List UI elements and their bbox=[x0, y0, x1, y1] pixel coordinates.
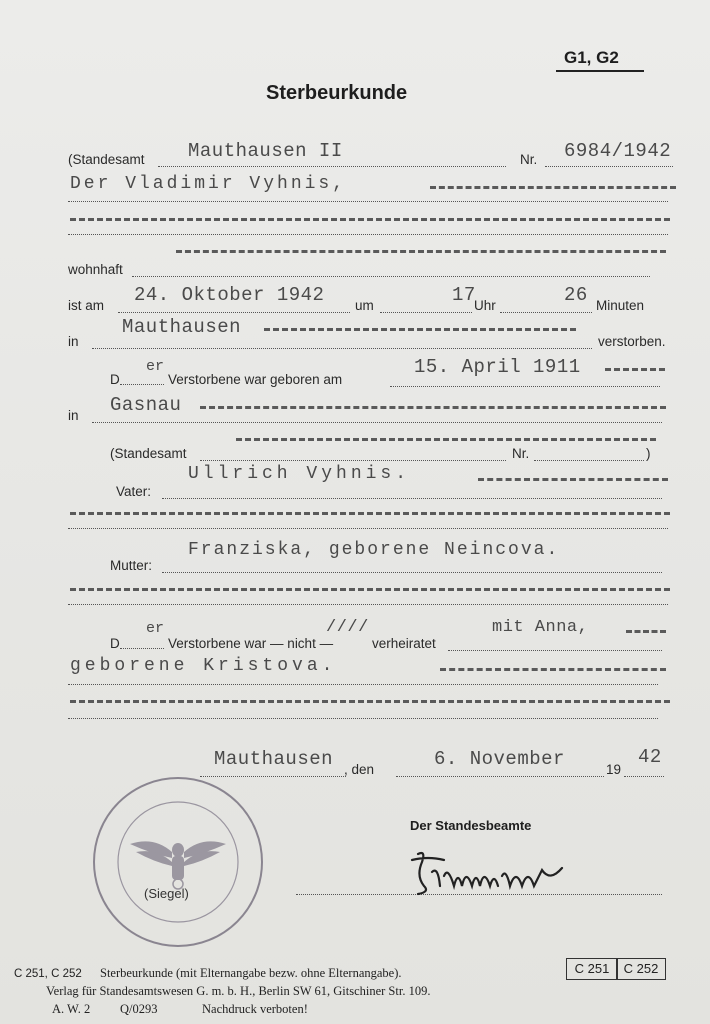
eagle-icon bbox=[130, 841, 226, 889]
publisher: Verlag für Standesamtswesen G. m. b. H., Berlin SW 61, Gitschiner Str. 109. bbox=[46, 984, 431, 998]
label-um: um bbox=[355, 298, 374, 313]
label-wohnhaft: wohnhaft bbox=[68, 262, 123, 277]
label-nr: Nr. bbox=[520, 152, 538, 167]
label-minuten: Minuten bbox=[596, 298, 645, 313]
line-death-place bbox=[92, 348, 592, 349]
filler-dashes bbox=[70, 588, 670, 591]
line-name-2 bbox=[68, 234, 668, 235]
form-code: G1, G2 bbox=[564, 48, 619, 67]
line-d-marital bbox=[120, 648, 164, 649]
death-hour: 17 bbox=[452, 284, 476, 306]
line-wohnhaft bbox=[132, 276, 650, 277]
filler-dashes bbox=[626, 630, 666, 633]
form-codes: C 251, C 252 bbox=[14, 968, 82, 980]
registrar-label: Der Standesbeamte bbox=[410, 818, 532, 833]
label-uhr: Uhr bbox=[474, 298, 496, 313]
official-seal bbox=[90, 774, 266, 950]
standesamt-value: Mauthausen II bbox=[188, 140, 343, 162]
label-19: 19 bbox=[606, 762, 622, 777]
line-d-birth bbox=[120, 384, 164, 385]
label-den: , den bbox=[344, 762, 375, 777]
line-hour bbox=[380, 312, 472, 313]
filler-dashes bbox=[70, 700, 670, 703]
line-birth-nr bbox=[534, 460, 644, 461]
death-minutes: 26 bbox=[564, 284, 588, 306]
form-code-underline bbox=[556, 70, 644, 72]
label-verheiratet-a: Verstorbene war — nicht — bbox=[168, 636, 334, 651]
q-code: Q/0293 bbox=[120, 1002, 158, 1016]
aw-code: A. W. 2 bbox=[52, 1002, 91, 1016]
label-vater: Vater: bbox=[116, 484, 152, 499]
label-birth-nr: Nr. bbox=[512, 446, 530, 461]
line-year bbox=[624, 776, 664, 777]
label-birth-standesamt: (Standesamt bbox=[110, 446, 187, 461]
spouse-b: geborene Kristova. bbox=[70, 656, 337, 676]
filler-dashes bbox=[200, 406, 666, 409]
mother-name: Franziska, geborene Neincova. bbox=[188, 540, 560, 560]
father-name: Ullrich Vyhnis. bbox=[188, 464, 411, 484]
line-minutes bbox=[500, 312, 592, 313]
line-marital bbox=[448, 650, 662, 651]
issue-year: 42 bbox=[638, 746, 662, 768]
line-standesamt bbox=[158, 166, 506, 167]
death-place: Mauthausen bbox=[122, 316, 242, 338]
line-vater-2 bbox=[68, 528, 668, 529]
gender-insert-birth: er bbox=[146, 358, 165, 375]
line-issue-date bbox=[396, 776, 604, 777]
label-mutter: Mutter: bbox=[110, 558, 153, 573]
filler-dashes bbox=[440, 668, 666, 671]
issue-place: Mauthausen bbox=[214, 748, 334, 770]
line-birth-date bbox=[390, 386, 660, 387]
label-ist-am: ist am bbox=[68, 298, 105, 313]
deceased-name: Der Vladimir Vyhnis, bbox=[70, 174, 347, 194]
gender-insert-marital: er bbox=[146, 620, 165, 637]
line-marital-3 bbox=[68, 718, 658, 719]
nr-value: 6984/1942 bbox=[564, 140, 672, 162]
close-paren: ) bbox=[646, 446, 651, 461]
line-mutter-2 bbox=[68, 604, 668, 605]
seal-label: (Siegel) bbox=[144, 886, 189, 901]
label-birth-in: in bbox=[68, 408, 79, 423]
filler-dashes bbox=[430, 186, 676, 189]
box-c251: C 251 bbox=[566, 958, 618, 980]
label-d-birth: D bbox=[110, 372, 120, 387]
line-marital-2 bbox=[68, 684, 658, 685]
box-c252: C 252 bbox=[616, 958, 666, 980]
line-death-date bbox=[118, 312, 350, 313]
filler-dashes bbox=[176, 250, 666, 253]
label-in: in bbox=[68, 334, 79, 349]
spouse-a: mit Anna, bbox=[492, 618, 589, 637]
strike-nicht: //// bbox=[326, 618, 369, 637]
birth-date: 15. April 1911 bbox=[414, 356, 581, 378]
filler-dashes bbox=[70, 512, 670, 515]
label-d-marital: D bbox=[110, 636, 120, 651]
label-geboren-am: Verstorbene war geboren am bbox=[168, 372, 343, 387]
line-name-1 bbox=[68, 201, 668, 202]
line-birth-standesamt bbox=[200, 460, 506, 461]
birth-place: Gasnau bbox=[110, 394, 182, 416]
filler-dashes bbox=[70, 218, 670, 221]
filler-dashes bbox=[478, 478, 668, 481]
filler-dashes bbox=[605, 368, 665, 371]
issue-date: 6. November bbox=[434, 748, 565, 770]
line-nr bbox=[545, 166, 673, 167]
form-description: Sterbeurkunde (mit Elternangabe bezw. ohne Elternangabe). bbox=[100, 966, 402, 980]
label-verstorben: verstorben. bbox=[598, 334, 666, 349]
death-date: 24. Oktober 1942 bbox=[134, 284, 325, 306]
registrar-signature bbox=[404, 846, 574, 898]
line-vater bbox=[162, 498, 662, 499]
filler-dashes bbox=[236, 438, 656, 441]
signature-graphic bbox=[404, 846, 574, 898]
reprint-notice: Nachdruck verboten! bbox=[202, 1002, 308, 1016]
line-birth-place bbox=[92, 422, 662, 423]
seal-graphic bbox=[90, 774, 266, 950]
filler-dashes bbox=[264, 328, 576, 331]
label-verheiratet-b: verheiratet bbox=[372, 636, 436, 651]
document-title: Sterbeurkunde bbox=[266, 82, 408, 104]
label-standesamt: (Standesamt bbox=[68, 152, 145, 167]
line-mutter bbox=[162, 572, 662, 573]
